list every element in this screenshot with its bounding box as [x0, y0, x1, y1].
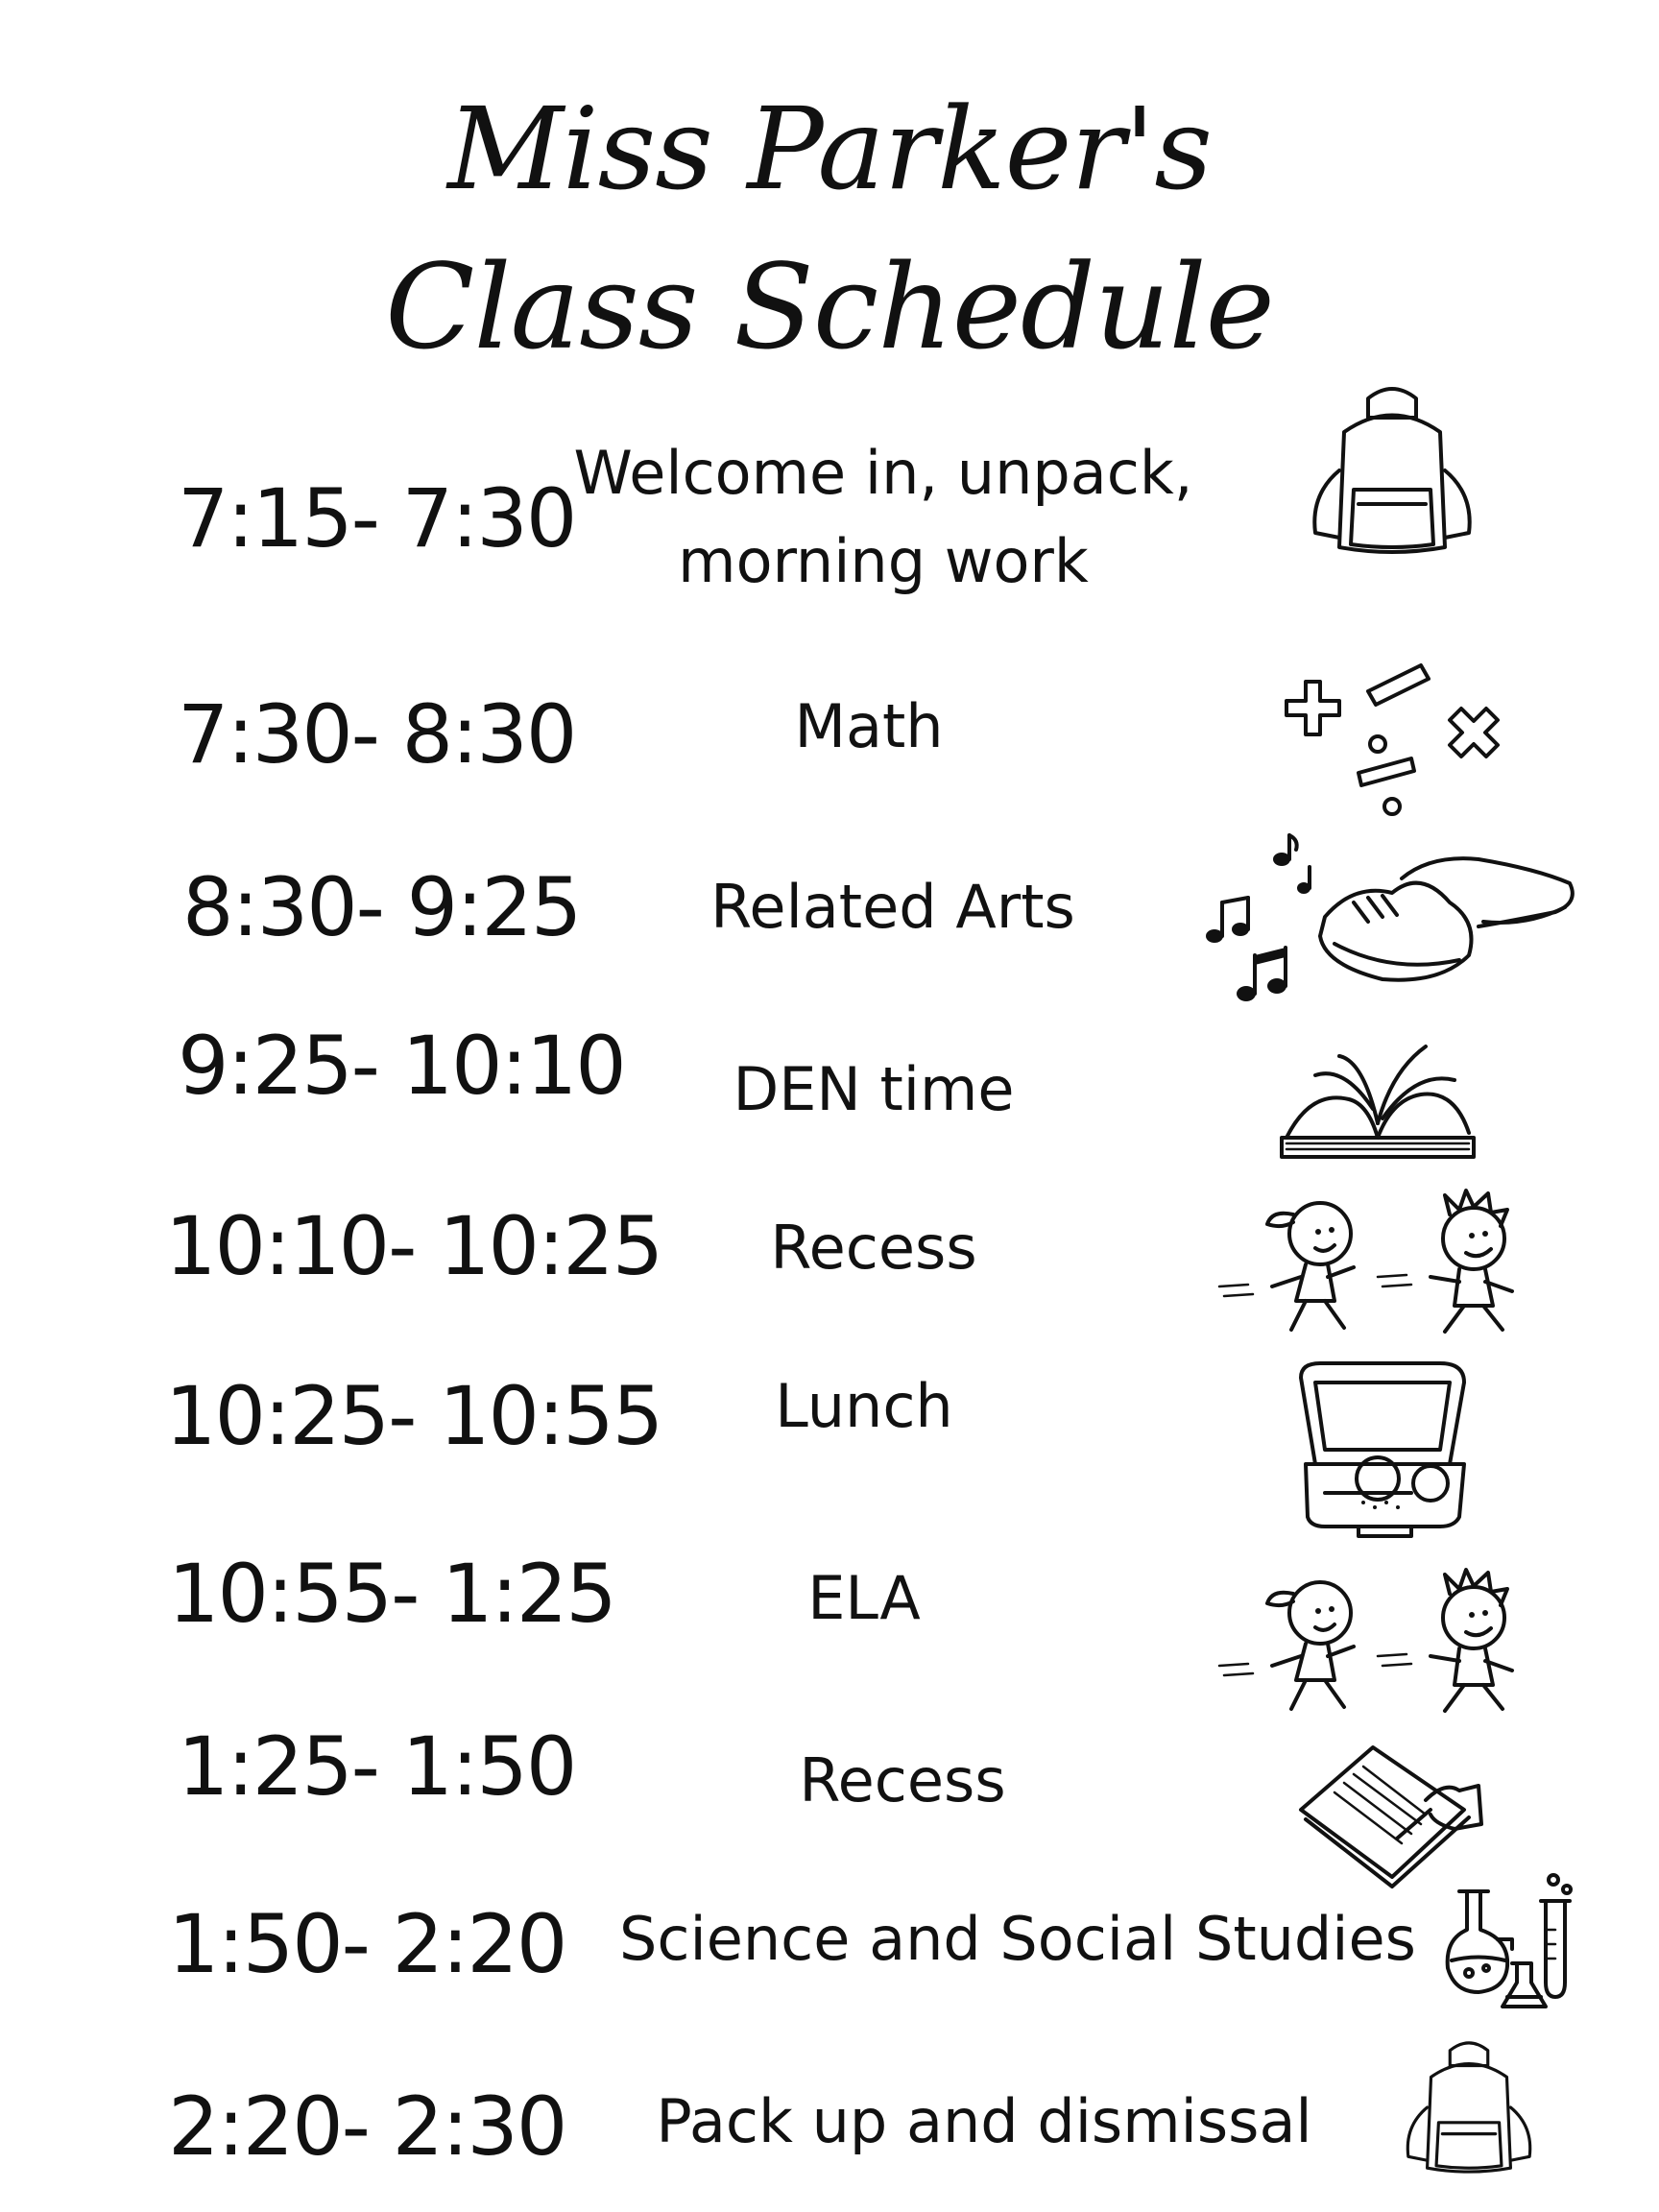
activity-label: Related Arts: [710, 872, 1075, 942]
activity-label: Pack up and dismissal: [656, 2086, 1312, 2156]
time-slot: 10:10- 10:25: [165, 1199, 662, 1293]
time-slot: 10:55- 1:25: [168, 1547, 615, 1641]
activity-label-line-2: morning work: [678, 526, 1089, 596]
open-book-icon: [1272, 1042, 1483, 1162]
time-slot: 9:25- 10:10: [178, 1019, 625, 1113]
title-line-2: Class Schedule: [385, 239, 1274, 375]
activity-label: Lunch: [775, 1371, 953, 1441]
time-slot: 1:50- 2:20: [168, 1897, 566, 1991]
time-slot: 2:20- 2:30: [168, 2080, 566, 2174]
lunchbox-icon: [1286, 1358, 1479, 1541]
writing-notebook-icon: [1291, 1733, 1483, 1887]
time-slot: 7:30- 8:30: [178, 687, 576, 781]
music-notes-and-sneaker-icon: [1200, 830, 1584, 1003]
science-flasks-icon: [1440, 1872, 1584, 2016]
running-kids-icon: [1214, 1186, 1541, 1344]
activity-label-line-1: Welcome in, unpack,: [573, 438, 1193, 508]
backpack-icon: [1397, 2035, 1541, 2179]
math-symbols-icon: [1267, 648, 1517, 821]
time-slot: 8:30- 9:25: [182, 860, 581, 954]
activity-label: Science and Social Studies: [619, 1904, 1416, 1974]
backpack-icon: [1301, 379, 1483, 562]
title-line-1: Miss Parker's: [447, 83, 1212, 215]
activity-label: Recess: [770, 1213, 977, 1283]
activity-label: DEN time: [733, 1054, 1015, 1124]
time-slot: 7:15- 7:30: [178, 471, 576, 565]
time-slot: 1:25- 1:50: [178, 1719, 576, 1814]
time-slot: 10:25- 10:55: [165, 1369, 662, 1463]
activity-label: Math: [794, 691, 944, 761]
running-kids-icon: [1214, 1565, 1541, 1723]
activity-label: ELA: [807, 1563, 921, 1633]
activity-label: Recess: [799, 1745, 1006, 1815]
